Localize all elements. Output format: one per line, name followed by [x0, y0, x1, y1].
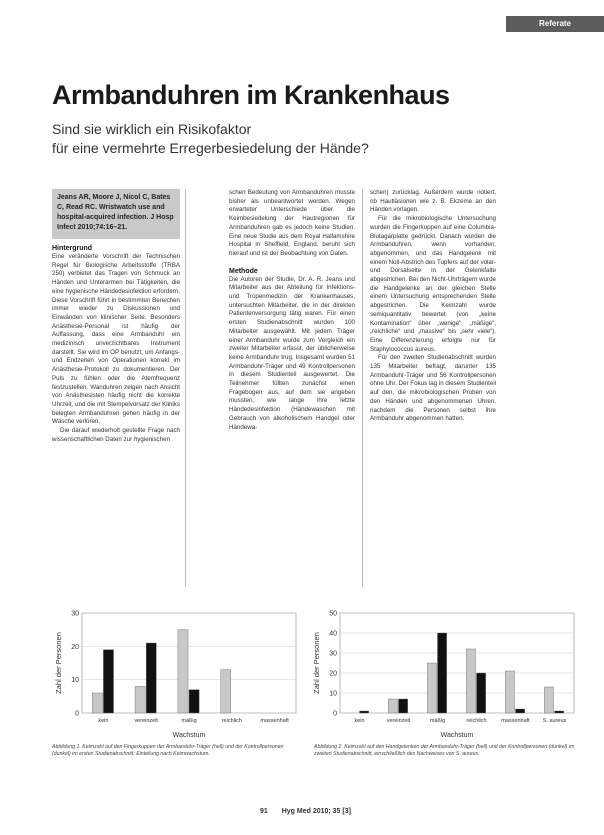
y-tick-label: 50	[329, 610, 337, 618]
paragraph-background: Eine veränderte Vorschrift der Technischen Regel für Biologische Arbeitsstoffe (TRBA 250) verbietet das Tragen von Schmuck an Händen und Unterarmen bei Tätigkeiten, die eine hygienische Händedesinfektion erfordern. Diese Vorschrift führt in bestimmten Bereichen immer wieder zu Diskussionen und Einwänden von klinischer Seite. Besonders Anästhesie-Personal ist häufig der Auffassung, dass eine Armbanduhr ein medizinisch unverzichtbares Instrument darstellt. Sie wird im OP benutzt, um Anfangs- und Endzeiten von Operationen korrekt im Anästhesie-Protokoll zu dokumentieren. Der Puls zu fühlen oder die Atemfrequenz festzustellen. Wanduhren zeigen nach Ansicht von Anästhesisten häufig nicht die korrekte Uhrzeit, und die mit Stempelvorsatz der Kliniks belegten Armbanduhren gehen häufig in der Wäsche verloren.	[52, 253, 180, 426]
journal-reference: Hyg Med 2010; 35 [3]	[281, 808, 351, 815]
bar-light-3	[466, 649, 475, 713]
x-tick-label: vereinzelt	[386, 718, 411, 724]
bar-dark-1	[146, 643, 156, 713]
x-tick-label: S. aureus	[542, 718, 567, 724]
bar-light-2	[427, 663, 436, 713]
paragraph-col3-1: schen) zurücklag. Außerdem wurde notiert, ob Hautläsionen wie z. B. Ekzeme an den Händen vorlagen.	[370, 189, 496, 214]
article-subtitle	[52, 120, 369, 158]
x-tick-label: vereinzelt	[134, 718, 158, 724]
bar-dark-2	[438, 633, 447, 713]
bar-dark-5	[555, 711, 564, 713]
y-tick-label: 10	[329, 690, 337, 698]
x-tick-label: kein	[98, 718, 109, 724]
paragraph-col3-3: Für den zweiten Studienabschnitt wurden 135 Mitarbeiter befragt, darunter 135 Armbanduhr-Träger und 56 Kontrollpersonen ohne Uhr. Der Fokus lag in diesem Studienteil auf den, die mikrobiologischen Proben von den Händen und abgenommenen Uhren, nachdem die Personen selbst ihre Armbanduhr abgenommen hatten.	[370, 354, 496, 423]
y-tick-label: 30	[71, 610, 79, 618]
y-axis-label: Zahl der Personen	[54, 632, 63, 694]
bar-light-2	[178, 630, 188, 713]
bar-light-0	[92, 693, 102, 713]
x-axis-label: Wachstum	[440, 732, 474, 739]
bar-dark-4	[516, 709, 525, 713]
bar-dark-0	[103, 650, 113, 713]
column-divider	[185, 189, 186, 587]
column-3	[370, 189, 496, 424]
bar-dark-3	[477, 673, 486, 713]
y-axis-label: Zahl der Personen	[312, 632, 321, 694]
bar-light-5	[544, 687, 553, 713]
y-tick-label: 20	[329, 670, 337, 678]
x-tick-label: reichlich	[221, 718, 242, 724]
x-tick-label: mäßig	[429, 718, 446, 724]
paragraph-method: Die Autoren der Studie, Dr. A. R. Jeans und Mitarbeiter aus der Abteilung für Infektions- und Tropenmedizin der Krankenhauses, untersuchten Mitarbeiter, die in der direkten Patientenversorgung tätig waren. Für einen ersten Studienabschnitt wurden 100 Mitarbeiter ausgewählt. Mit jedem Träger einer Armbanduhr wurde zum Vergleich ein zweiter Mitarbeiter erfasst, der üblicherweise keine Armbanduhr trug. Insgesamt wurden 51 Armbanduhr-Träger und 49 Kontrollpersonen in diesem Studienteil ausgewertet. Die Teilnehmer füllten zunächst einen Fragebogen aus, auf dem sie angeben mussten, wie lange ihre letzte Händedesinfektion (Händewaschen mit Gebrauch von alkoholischem Handgel oder Händewa-	[229, 275, 355, 431]
subtitle-line-1: Sind sie wirklich ein Risikofaktor	[52, 121, 252, 137]
paragraph-background-2: Die darauf wiederholt gestellte Frage nach wissenschaftlichen Daten zur hygienischen	[52, 427, 180, 443]
y-tick-label: 10	[71, 677, 79, 685]
article-title: Armbanduhren im Krankenhaus	[52, 80, 450, 110]
y-tick-label: 30	[329, 650, 337, 658]
y-tick-label: 0	[333, 710, 337, 718]
bar-light-1	[388, 699, 397, 713]
y-tick-label: 40	[329, 630, 337, 638]
x-tick-label: reichlich	[466, 718, 487, 724]
x-tick-label: massenhaft	[260, 718, 289, 724]
plot-frame	[340, 613, 574, 713]
bar-dark-0	[360, 711, 369, 713]
y-tick-label: 0	[75, 710, 79, 718]
figure-2-caption: Abbildung 2. Keimzahl auf den Handgelenken der Armbanduhr-Träger (hell) und der Kontrollpersonen (dunkel) im zweiten Studienabschnitt, einschließlich des Nachweises von S. aureus.	[314, 744, 575, 757]
reference-box: Jeans AR, Moore J, Nicol C, Bates C, Read RC. Wristwatch use and hospital-acquired infection. J Hosp Infect 2010;74:16–21.	[52, 189, 180, 239]
bar-light-3	[221, 670, 231, 713]
column-2	[229, 189, 355, 432]
bar-dark-2	[189, 690, 199, 713]
x-tick-label: mäßig	[181, 718, 197, 724]
bar-chart-wrists	[310, 605, 580, 743]
paragraph-col2-1: schen Bedeutung von Armbanduhren musste bisher als unbeantwortet werden. Wegen erwarteter Unterschiede über die Keimbesiedelung der Hautregionen für Armbanduhren gab es jedoch keine Studien. Eine neue Studie aus dem Royal Hallamshire Hospital in Sheffield, England, beruht sich hierauf und ist der Beobachtung von Daten.	[229, 189, 355, 257]
x-tick-label: kein	[354, 718, 365, 724]
bar-light-1	[135, 686, 145, 713]
page-number: 91	[260, 808, 268, 815]
x-axis-label: Wachstum	[172, 732, 206, 739]
bar-dark-1	[399, 699, 408, 713]
x-tick-label: massenhaft	[501, 718, 530, 724]
figure-1-caption: Abbildung 1. Keimzahl auf den Fingerkuppen der Armbanduhr-Träger (hell) und der Kontrollpersonen (dunkel) im ersten Studienabschnitt; Einteilung nach Keimwachstum.	[52, 744, 284, 757]
bar-light-4	[505, 671, 514, 713]
heading-background: Hintergrund	[52, 245, 93, 252]
page-footer	[260, 808, 351, 815]
column-divider	[362, 189, 363, 587]
subtitle-line-2: für eine vermehrte Erregerbesiedelung der Hände?	[52, 140, 369, 156]
bar-chart-fingertips	[52, 605, 302, 743]
y-tick-label: 20	[71, 643, 79, 651]
paragraph-col3-2: Für die mikrobiologische Untersuchung wurden die Fingerkuppen auf eine Columbia-Blutagarplatte gedrückt. Danach wurden die Armbanduhren, wenn vorhanden, abgenommen, und das Handgelenk mit einem Noll-Abstrich des Tupfers auf der volar- und Dorsalseite in der Gelenkfalte abgestrichen. Bei den Nicht-Uhrträgern wurde die Handgelenke an der gleichen Stelle einem Untersuchung entsprechenden Stelle abgestrichen. Die Keimzahl wurde semiquantitativ bewertet (von „keine Kontamination“ über „wenige“, „mäßige“, „reichliche“ und „massive“ bis „sehr viele“). Eine Differenzierung erfolgte nur für Staphylococcus aureus.	[370, 215, 496, 353]
section-tag: Referate	[506, 16, 604, 32]
heading-method: Methode	[229, 267, 258, 275]
column-1	[52, 244, 180, 444]
